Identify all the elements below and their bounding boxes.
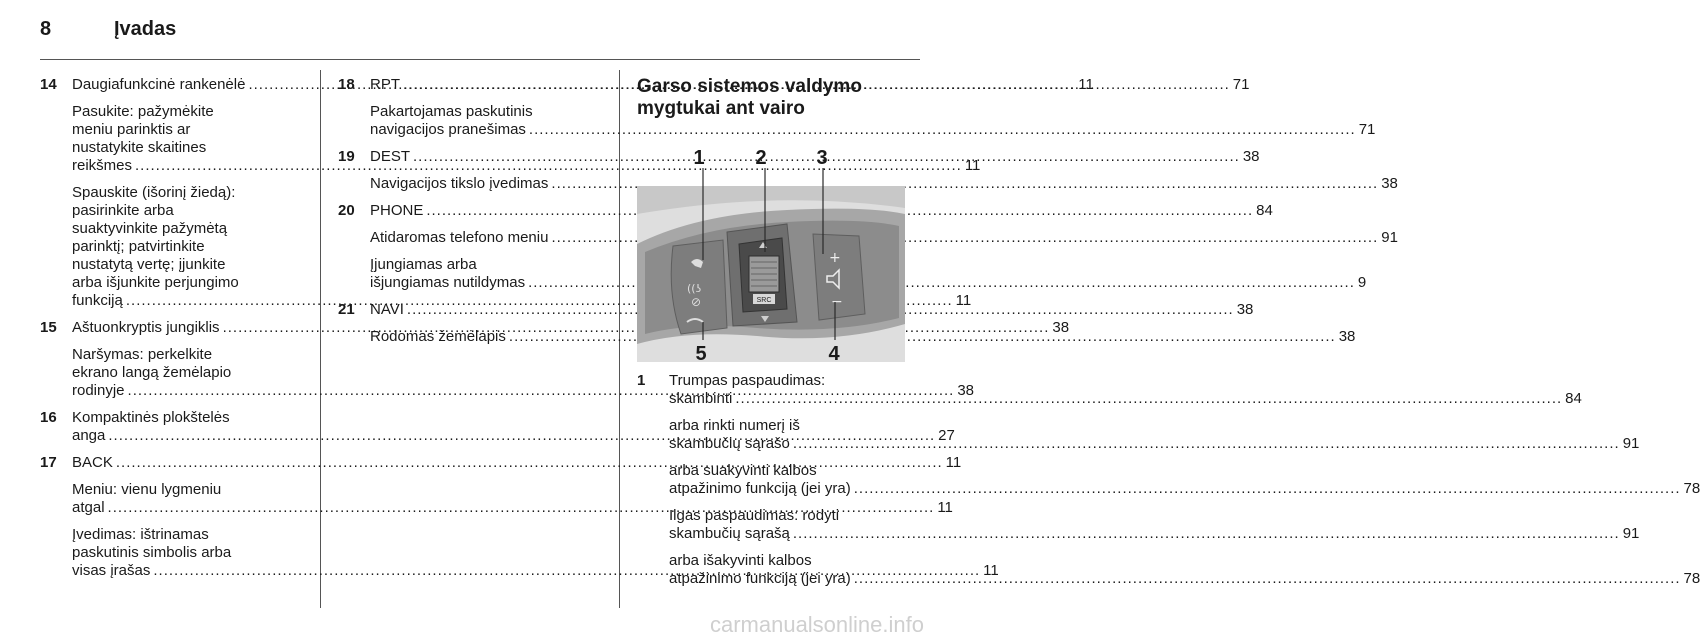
entry-text: Trumpas paspaudimas: <box>669 372 826 389</box>
page-reference[interactable]: 11 <box>1078 76 1094 93</box>
item-number <box>40 481 72 517</box>
callout-2: 2 <box>755 147 767 169</box>
entry-text: funkciją <box>72 292 123 309</box>
entry-text: Aštuonkryptis jungiklis <box>72 319 220 336</box>
entry-text: atgal <box>72 499 105 516</box>
entry-line <box>669 372 1582 390</box>
dot-leader <box>854 570 1681 588</box>
dot-leader <box>793 525 1620 543</box>
entry-text: NAVI <box>370 301 404 318</box>
volume-down-icon: − <box>831 294 843 310</box>
callout-1: 1 <box>693 147 705 169</box>
page-reference[interactable]: 27 <box>938 427 955 444</box>
entry-text: arba rinkti numerį iš <box>669 417 800 434</box>
entry-text: arba išakyvinti kalbos <box>669 552 812 569</box>
src-label: SRC <box>756 297 772 304</box>
item-number: 19 <box>338 148 355 165</box>
item-number <box>40 103 72 175</box>
item-number: 17 <box>40 454 57 471</box>
index-entry <box>338 202 1273 220</box>
page-reference[interactable]: 91 <box>1622 435 1640 452</box>
page-reference[interactable]: 84 <box>1565 390 1582 407</box>
entry-text: arba suakyvinti kalbos <box>669 462 817 479</box>
volume-up-icon: + <box>829 250 841 266</box>
page-reference[interactable]: 91 <box>1381 229 1398 246</box>
mute-icon: ⊘ <box>691 295 702 309</box>
item-number: 20 <box>338 202 355 219</box>
dot-leader <box>509 328 1336 346</box>
page-reference[interactable]: 38 <box>957 382 975 399</box>
entry-line <box>669 525 1639 543</box>
section-title-line-1: Garso sistemos valdymo <box>637 76 862 97</box>
entry-text: paskutinis simbolis arba <box>72 544 232 561</box>
entry-text: Ilgas paspaudimas: rodyti <box>669 507 840 524</box>
item-number <box>637 507 669 543</box>
entry-text: parinktį; patvirtinkite <box>72 238 205 255</box>
entry-text: Spauskite (išorinį žiedą): <box>72 184 236 201</box>
callout-5: 5 <box>695 343 707 365</box>
entry-line <box>669 390 1582 408</box>
item-number <box>338 229 370 247</box>
page-reference[interactable]: 71 <box>1358 121 1376 138</box>
page-reference[interactable]: 11 <box>937 499 953 516</box>
entry-text: Meniu: vienu lygmeniu <box>72 481 222 498</box>
page-reference[interactable]: 78 <box>1683 480 1700 497</box>
entry-text: arba išjunkite perjungimo <box>72 274 239 291</box>
page-reference[interactable]: 38 <box>1236 301 1254 318</box>
page-reference[interactable]: 38 <box>1242 148 1260 165</box>
page-number: 8 <box>40 18 52 40</box>
item-number <box>637 462 669 498</box>
page-reference[interactable]: 11 <box>964 157 981 174</box>
item-number: 18 <box>338 76 355 93</box>
section-title <box>637 76 903 120</box>
entry-text: nustatytą vertę; įjunkite <box>72 256 226 273</box>
section-title-line-2: mygtukai ant vairo <box>637 98 805 119</box>
item-number <box>637 417 669 453</box>
entry-text: nustatykite skaitines <box>72 139 207 156</box>
entry-text: rodinyje <box>72 382 125 399</box>
entry-text: Naršymas: perkelkite <box>72 346 213 363</box>
dot-leader <box>854 480 1681 498</box>
item-number: 1 <box>637 372 646 389</box>
entry-text: Įvedimas: ištrinamas <box>72 526 209 543</box>
page-reference[interactable]: 38 <box>1338 328 1356 345</box>
page-reference[interactable]: 11 <box>983 562 999 579</box>
entry-text: atpažinimo funkciją (jei yra) <box>669 480 851 497</box>
entry-text: anga <box>72 427 106 444</box>
page-reference[interactable]: 71 <box>1232 76 1250 93</box>
entry-text: Pakartojamas paskutinis <box>370 103 533 120</box>
steering-wheel-illustration <box>637 144 905 365</box>
item-number <box>338 175 370 193</box>
item-number <box>40 184 72 310</box>
entry-text: BACK <box>72 454 113 471</box>
entry-line <box>669 462 1700 480</box>
page-reference[interactable]: 11 <box>955 292 972 309</box>
entry-text: Navigacijos tikslo įvedimas <box>370 175 549 192</box>
item-number <box>338 328 370 346</box>
header-divider <box>40 59 920 60</box>
page-reference[interactable]: 38 <box>1381 175 1398 192</box>
page-reference[interactable]: 84 <box>1256 202 1273 219</box>
page-title: Įvadas <box>114 18 177 40</box>
entry-text: meniu parinktis ar <box>72 121 191 138</box>
entry-text: Daugiafunkcinė rankenėlė <box>72 76 246 93</box>
entry-text: suaktyvinkite pažymėtą <box>72 220 228 237</box>
entry-text: reikšmes <box>72 157 133 174</box>
entry-line <box>669 417 1639 435</box>
dot-leader <box>793 435 1620 453</box>
watermark: carmanualsonline.info <box>709 612 924 637</box>
item-number <box>637 552 669 588</box>
item-number: 14 <box>40 76 57 93</box>
entry-text: Pasukite: pažymėkite <box>72 103 214 120</box>
index-subentry <box>338 256 1367 292</box>
item-number <box>338 103 370 139</box>
page-reference[interactable]: 11 <box>945 454 962 471</box>
page-reference[interactable]: 38 <box>1052 319 1070 336</box>
entry-line <box>669 507 1639 525</box>
item-number: 16 <box>40 409 57 426</box>
item-number: 15 <box>40 319 57 336</box>
page-reference[interactable]: 78 <box>1683 570 1700 587</box>
callout-4: 4 <box>828 343 840 365</box>
voice-icon: ((ʖ <box>687 282 702 295</box>
dot-leader <box>735 390 1562 408</box>
item-number: 21 <box>338 301 355 318</box>
entry-text: DEST <box>370 148 411 165</box>
item-number <box>40 526 72 580</box>
entry-text: ekrano langą žemėlapio <box>72 364 232 381</box>
page-reference[interactable]: 9 <box>1357 274 1367 291</box>
page-reference[interactable]: 91 <box>1622 525 1640 542</box>
entry-text: Kompaktinės plokštelės <box>72 409 230 426</box>
entry-text: navigacijos pranešimas <box>370 121 526 138</box>
entry-line <box>669 570 1700 588</box>
entry-text: PHONE <box>370 202 424 219</box>
entry-text: skambučių sąrašą <box>669 525 790 542</box>
entry-text: Rodomas žemėlapis <box>370 328 506 345</box>
callout-3: 3 <box>816 147 828 169</box>
entry-line <box>669 435 1639 453</box>
index-entry <box>338 301 1254 319</box>
item-number <box>338 256 370 292</box>
entry-text: Atidaromas telefono meniu <box>370 229 549 246</box>
entry-text: skambučių sąrašo <box>669 435 790 452</box>
entry-text: atpažinimo funkciją (jei yra) <box>669 570 851 587</box>
entry-text: Įjungiamas arba <box>370 256 477 273</box>
entry-text: išjungiamas nutildymas <box>370 274 526 291</box>
index-subentry <box>338 175 1398 193</box>
entry-line <box>669 552 1700 570</box>
entry-text: visas įrašas <box>72 562 151 579</box>
entry-text: RPT <box>370 76 400 93</box>
index-subentry <box>338 229 1398 247</box>
entry-line <box>669 480 1700 498</box>
steering-wheel-controls-diagram <box>637 144 905 365</box>
entry-text: pasirinkite arba <box>72 202 174 219</box>
index-subentry <box>338 328 1356 346</box>
page-header <box>40 18 176 48</box>
entry-text: skambinti <box>669 390 733 407</box>
item-number <box>40 346 72 400</box>
